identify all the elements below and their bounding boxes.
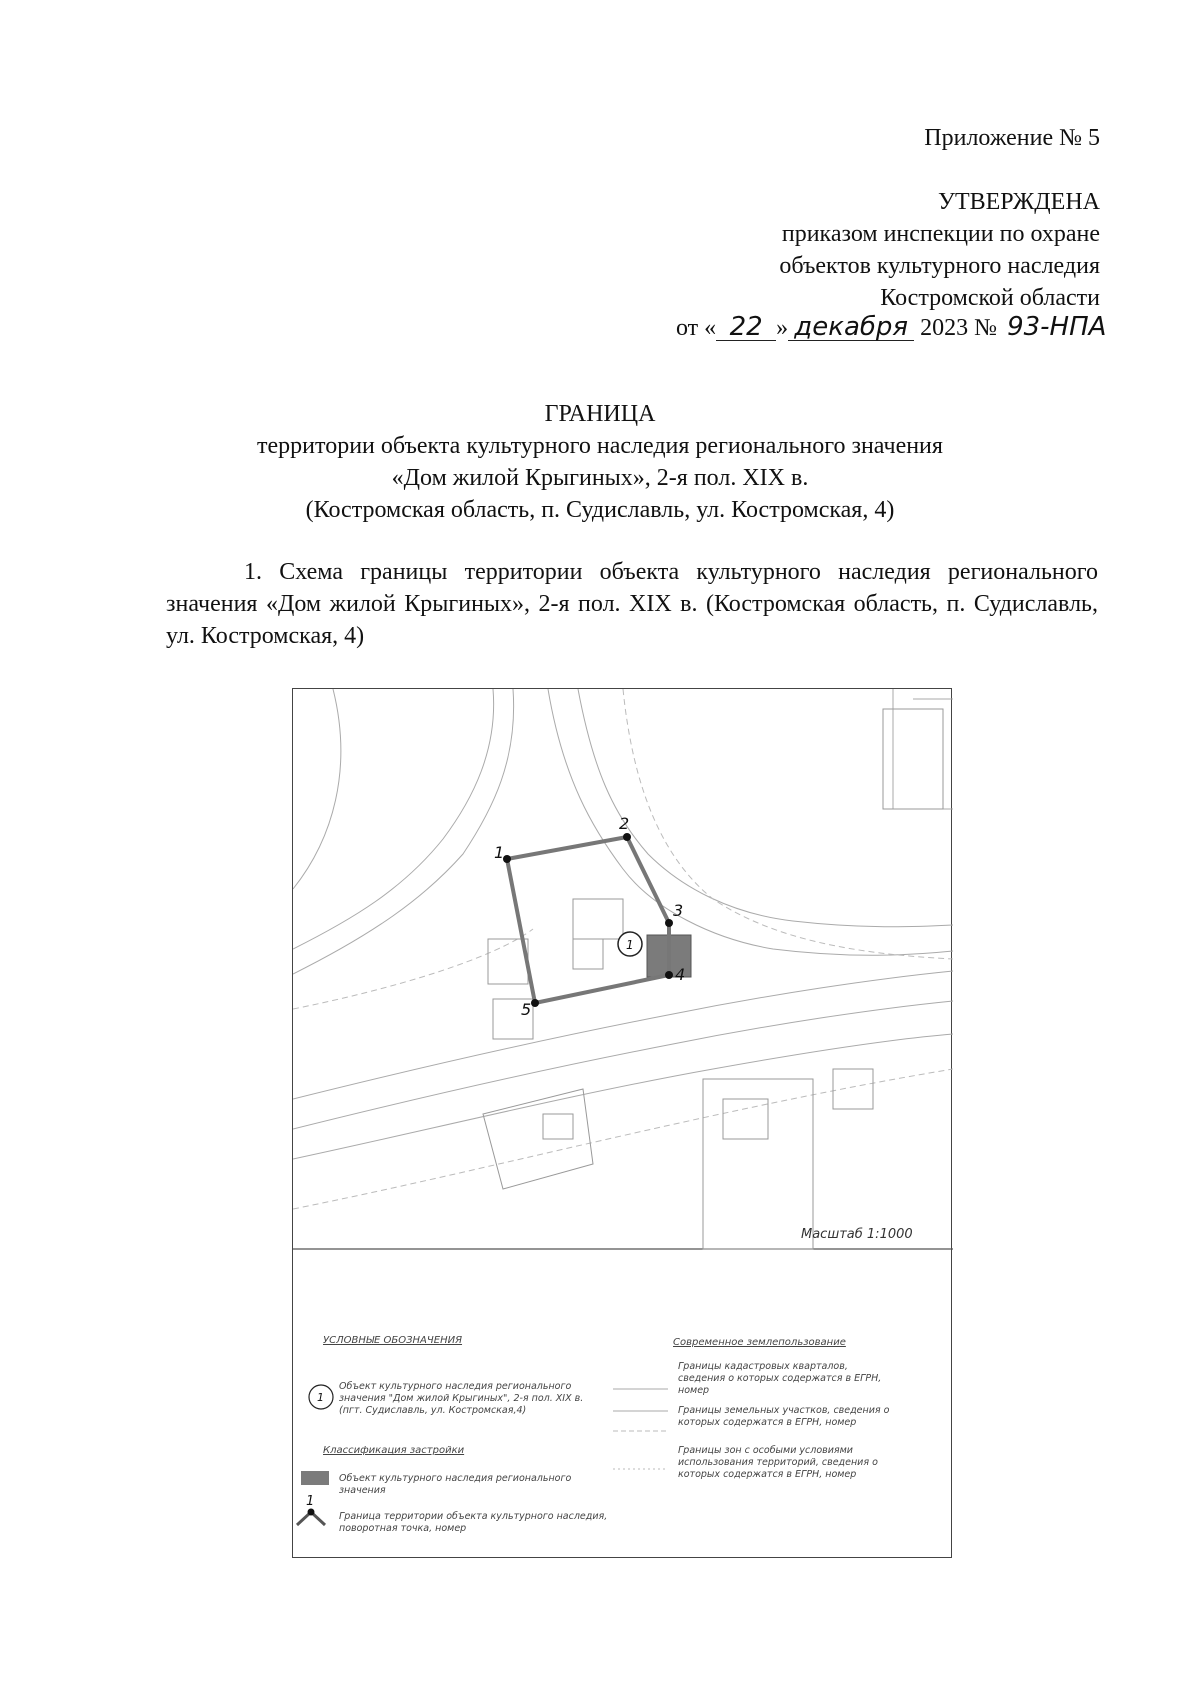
point-label-1: 1 xyxy=(494,843,505,862)
point-label-2: 2 xyxy=(619,814,630,833)
legend-object-text: Объект культурного наследия регионального значения "Дом жилой Крыгиных", 2-я пол. XIX в. (пгт. Судиславль, ул. Костромская,4) xyxy=(339,1381,584,1416)
boundary-point-3 xyxy=(665,919,673,927)
section-1-text: 1. Схема границы территории объекта культурного наследия регионального значения «Дом жилой Крыгиных», 2-я пол. XIX в. (Костромская область, п. Судиславль, ул. Костромская, 4) xyxy=(166,559,1098,649)
order-line-1: приказом инспекции по охране xyxy=(781,221,1100,247)
boundary-map xyxy=(292,688,952,1558)
building-outlines xyxy=(483,709,943,1249)
appendix-number: Приложение № 5 xyxy=(924,125,1100,151)
boundary-point-5 xyxy=(531,999,539,1007)
approved-heading: УТВЕРЖДЕНА xyxy=(937,189,1100,215)
legend-object-number: 1 xyxy=(317,1391,324,1404)
legend-heading: УСЛОВНЫЕ ОБОЗНАЧЕНИЯ xyxy=(323,1335,463,1346)
legend-boundary-text: Граница территории объекта культурного наследия, поворотная точка, номер xyxy=(339,1511,608,1534)
legend-boundary-number: 1 xyxy=(306,1494,315,1509)
legend-cadastral-text: Границы кадастровых кварталов, сведения о которых содержатся в ЕГРН, номер xyxy=(678,1361,882,1396)
order-number: 93-НПА xyxy=(1007,312,1107,342)
date-year: 2023 № xyxy=(920,315,998,341)
legend-boundary-point-symbol xyxy=(308,1509,315,1516)
date-month: декабря xyxy=(788,314,914,341)
legend-heritage-fill-symbol xyxy=(301,1471,329,1485)
legend-classification-text: Объект культурного наследия регионального значения xyxy=(339,1473,572,1496)
title-line-1: территории объекта культурного наследия регионального значения xyxy=(257,433,943,459)
title-line-3: (Костромская область, п. Судиславль, ул. Костромская, 4) xyxy=(305,497,895,523)
point-label-5: 5 xyxy=(521,1000,532,1019)
date-mid: » xyxy=(776,315,789,341)
legend-classification-heading: Классификация застройки xyxy=(323,1445,465,1456)
point-label-3: 3 xyxy=(673,901,684,920)
point-label-4: 4 xyxy=(675,965,686,984)
order-line-3: Костромской области xyxy=(880,285,1100,311)
title-main: ГРАНИЦА xyxy=(544,401,656,427)
date-prefix: от « xyxy=(676,315,717,341)
title-line-2: «Дом жилой Крыгиных», 2-я пол. XIX в. xyxy=(391,465,809,491)
legend-zones-text: Границы зон с особыми условиями использования территорий, сведения о которых содержатся в ЕГРН, номер xyxy=(678,1445,878,1480)
legend-land-use-heading: Современное землепользование xyxy=(673,1337,846,1348)
legend-plots-text: Границы земельных участков, сведения о которых содержатся в ЕГРН, номер xyxy=(678,1405,890,1428)
boundary-point-1 xyxy=(503,855,511,863)
order-line-2: объектов культурного наследия xyxy=(779,253,1100,279)
territory-boundary xyxy=(507,837,669,1003)
object-marker-label: 1 xyxy=(626,938,634,952)
map-scale: Масштаб 1:1000 xyxy=(801,1227,913,1242)
boundary-point-4 xyxy=(665,971,673,979)
boundary-point-2 xyxy=(623,833,631,841)
date-day: 22 xyxy=(716,314,776,341)
approval-date xyxy=(676,314,1136,342)
